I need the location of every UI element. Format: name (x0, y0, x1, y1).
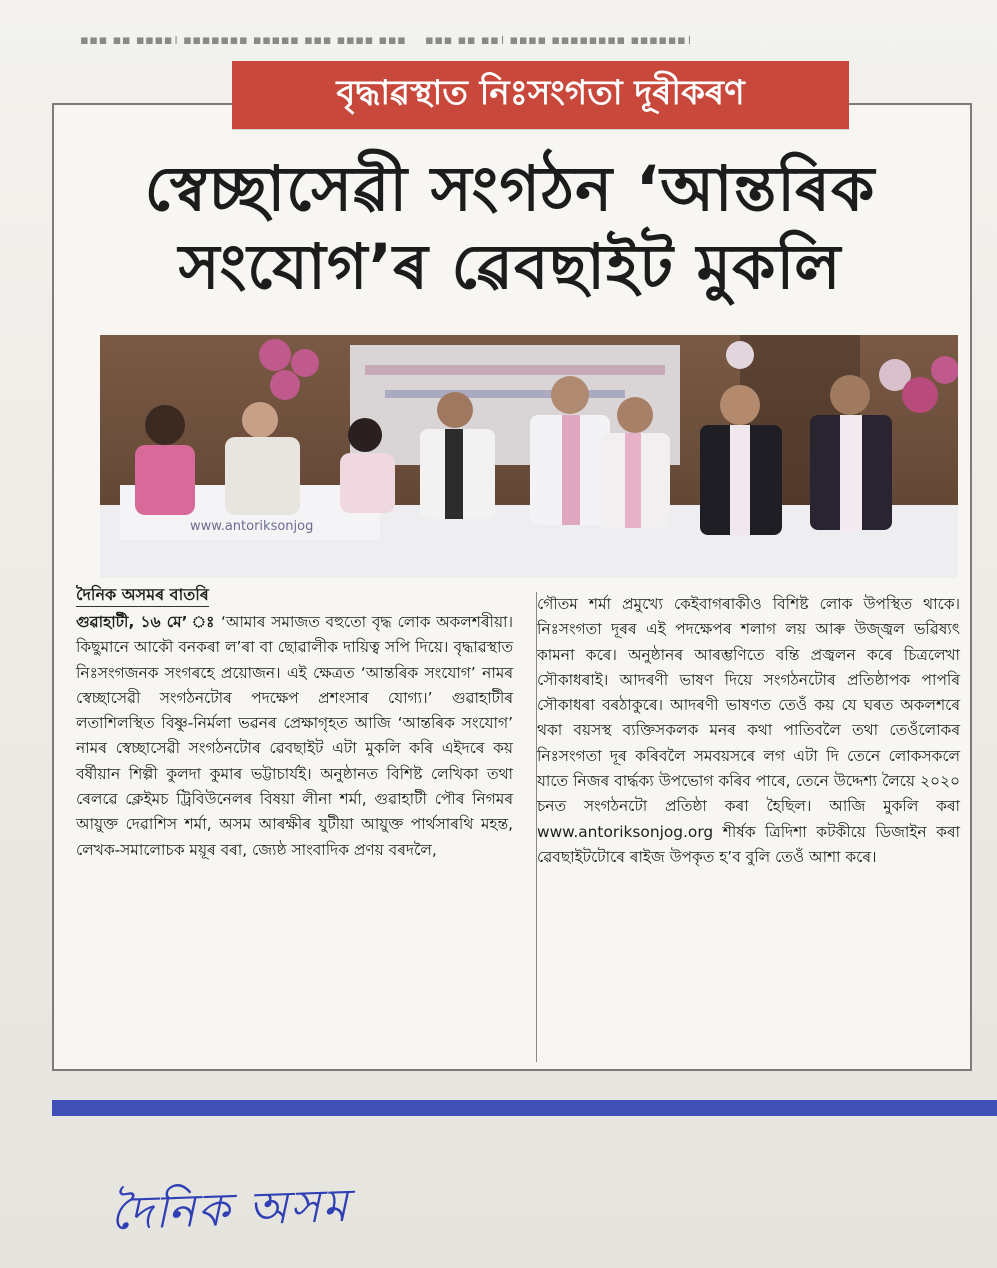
handwritten-newspaper-name: দৈনিক অসম (108, 1177, 351, 1241)
kicker-banner (232, 61, 849, 129)
headline (70, 150, 950, 306)
column-2-text: গৌতম শৰ্মা প্ৰমুখ্যে কেইবাগৰাকীও বিশিষ্ট লোক উপস্থিত থাকে। নিঃসংগতা দূৰৰ এই পদক্ষেপৰ শলাগ লয় আৰু উজ্জ্বল ভৱিষ্যৎ কামনা কৰে। অনুষ্ঠানৰ আৰম্ভণিতে বন্তি প্ৰজ্বলন কৰে চিত্ৰলেখা সৌকাধৰাই। আদৰণী ভাষণ দিয়ে সংগঠনটোৰ প্ৰতিষ্ঠাপক পাপৰি সৌকাধৰা বৰঠাকুৰে। আদৰণী ভাষণত তেওঁ কয় যে ঘৰত অকলশৰে থকা বয়সস্থ ব্যক্তিসকলক মনৰ কথা পাতিবলৈ তথা তেওঁলোকৰ নিঃসংগতা দূৰ কৰিবলৈ সমবয়সৰে লগ এটা দি তেনে লোকসকলে যাতে নিজৰ বাৰ্দ্ধক্য উপভোগ কৰিব পাৰে, তেনে উদ্দেশ্য লৈয়ে ২০২০ চনত সংগঠনটো প্ৰতিষ্ঠা কৰা হৈছিল। আজি মুকলি কৰা www.antoriksonjog.org শীৰ্ষক ত্ৰিদিশা কটকীয়ে ডিজাইন কৰা ৱেবছাইটটোৰে ৰাইজ উপকৃত হ’ব বুলি তেওঁ আশা কৰে। (537, 595, 960, 866)
headline-line-1: স্বেচ্ছাসেৱী সংগঠন ‘আন্তৰিক (144, 152, 876, 225)
column-1-text: ‘আমাৰ সমাজত বহুতো বৃদ্ধ লোক অকলশৰীয়া। কিছুমানে আকৌ বনকৰা ল’ৰা বা ছোৱালীক দায়িত্ব সপি দিয়ে। বৃদ্ধাৱস্থাত নিঃসংগজনক সংগৰহে প্ৰয়োজন। এই ক্ষেত্ৰত ‘আন্তৰিক সংযোগ’ নামৰ স্বেচ্ছাসেৱী সংগঠনটোৰ পদক্ষেপ প্ৰশংসাৰ যোগ্য।’ গুৱাহাটীৰ লতাশিলস্থিত বিষ্ণু-নিৰ্মলা ভৱনৰ প্ৰেক্ষাগৃহত আজি ‘আন্তৰিক সংযোগ’ নামৰ স্বেচ্ছাসেৱী সংগঠনটোৰ ৱেবছাইট এটা মুকলি কৰি এইদৰে কয় বৰ্ষীয়ান শিল্পী কুলদা কুমাৰ ভট্টাচাৰ্যই। অনুষ্ঠানত বিশিষ্ট লেখিকা তথা ৰেলৱে ক্লেইমচ ট্ৰিবিউনেলৰ বিষয়া লীনা শৰ্মা, গুৱাহাটী পৌৰ নিগমৰ আয়ুক্ত দেৱাশিস শৰ্মা, অসম আৰক্ষীৰ যুটীয়া আয়ুক্ত পাৰ্থসাৰথি মহন্ত, লেখক-সমালোচক ময়ূৰ বৰা, জ্যেষ্ঠ সাংবাদিক প্ৰণয় বৰদলৈ, (76, 613, 513, 859)
article-column-1 (76, 583, 513, 863)
byline: দৈনিক অসমৰ বাতৰি (76, 584, 209, 607)
headline-line-2: সংযোগ’ৰ ৱেবছাইট মুকলি (178, 230, 842, 303)
cropped-previous-article-strip: ▪▪▪ ▪▪ ▪▪▪▪। ▪▪▪▪▪▪▪ ▪▪▪▪▪ ▪▪▪ ▪▪▪▪ ▪▪▪ ▪▪▪ ▪▪ ▪▪। ▪▪▪▪ ▪▪▪▪▪▪▪▪ ▪▪▪▪▪▪। (80, 33, 692, 48)
blue-rule-line (52, 1100, 997, 1116)
kicker-text: বৃদ্ধাৱস্থাত নিঃসংগতা দূৰীকৰণ (336, 72, 745, 113)
placard-url: www.antoriksonjog (190, 519, 314, 534)
event-photo (100, 335, 958, 578)
event-photo-illustration (100, 335, 958, 578)
dateline: গুৱাহাটী, ১৬ মে’ ঃ (76, 613, 216, 631)
article-column-2 (537, 592, 960, 870)
